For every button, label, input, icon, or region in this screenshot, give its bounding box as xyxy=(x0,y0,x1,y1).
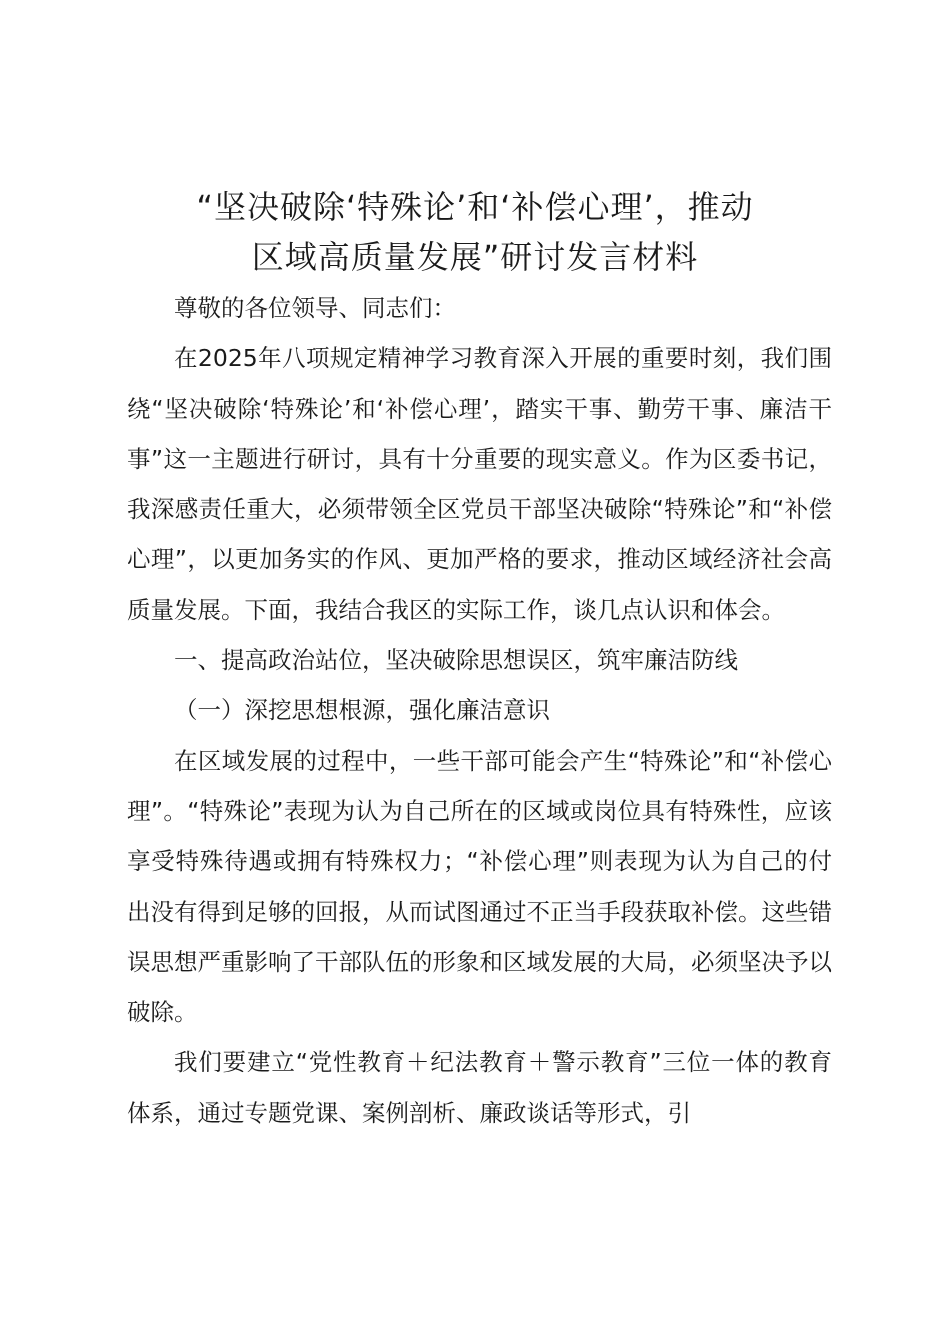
paragraph-body-1: 在区域发展的过程中，一些干部可能会产生“特殊论”和“补偿心理”。“特殊论”表现为认为自己所在的区域或岗位具有特殊性，应该享受特殊待遇或拥有特殊权力；“补偿心理”则表现为认为自己的付出没有得到足够的回报，从而试图通过不正当手段获取补偿。这些错误思想严重影响了干部队伍的形象和区域发展的大局，必须坚决予以破除。 xyxy=(127,746,832,1027)
paragraph-intro: 在2025年八项规定精神学习教育深入开展的重要时刻，我们围绕“坚决破除‘特殊论’和‘补偿心理’，踏实干事、勤劳干事、廉洁干事”这一主题进行研讨，具有十分重要的现实意义。作为区委书记，我深感责任重大，必须带领全区党员干部坚决破除“特殊论”和“补偿心理”，以更加务实的作风、更加严格的要求，推动区域经济社会高质量发展。下面，我结合我区的实际工作，谈几点认识和体会。 xyxy=(127,344,832,624)
section-heading-1: 一、提高政治站位，坚决破除思想误区，筑牢廉洁防线 xyxy=(174,646,738,675)
subsection-heading-1: （一）深挖思想根源，强化廉洁意识 xyxy=(174,696,550,725)
title-line-1: “坚决破除‘特殊论’和‘补偿心理’，推动 xyxy=(196,188,754,226)
greeting: 尊敬的各位领导、同志们： xyxy=(174,294,456,322)
document-body xyxy=(127,283,832,1138)
title-line-2: 区域高质量发展”研讨发言材料 xyxy=(251,238,699,276)
paragraph-body-2: 我们要建立“党性教育＋纪法教育＋警示教育”三位一体的教育体系，通过专题党课、案例剖析、廉政谈话等形式，引 xyxy=(127,1048,832,1127)
document-title xyxy=(100,182,850,282)
